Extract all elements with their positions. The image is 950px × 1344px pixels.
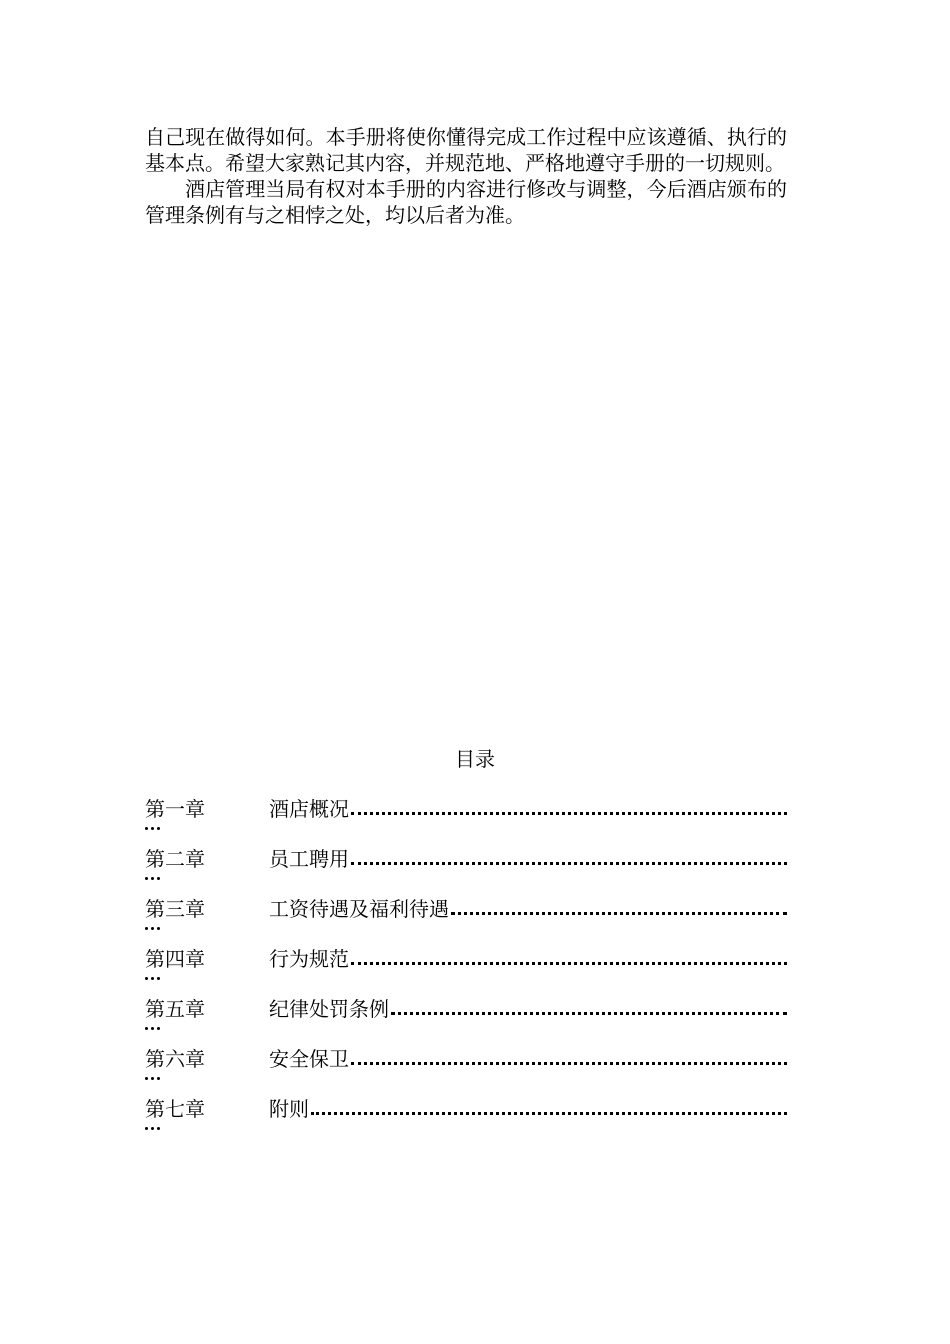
toc-leader-overflow — [145, 1073, 165, 1083]
intro-section — [145, 124, 787, 228]
toc-chapter-number: 第三章 — [145, 897, 205, 921]
toc-chapter-number: 第一章 — [145, 797, 205, 821]
toc-dot-leader — [351, 1062, 787, 1065]
toc-entry-line — [269, 996, 787, 1022]
toc-chapter-title: 安全保卫 — [269, 1047, 349, 1071]
toc-chapter-number: 第六章 — [145, 1047, 205, 1071]
toc-dot-leader — [391, 1012, 787, 1015]
toc-leader-overflow — [145, 1123, 165, 1133]
toc-dot-leader — [351, 812, 787, 815]
toc-entry[interactable] — [145, 796, 787, 846]
intro-paragraph: 酒店管理当局有权对本手册的内容进行修改与调整，今后酒店颁布的管理条例有与之相悖之处，均以后者为准。 — [145, 177, 787, 227]
toc-chapter-number: 第七章 — [145, 1097, 205, 1121]
toc-entry-line — [269, 1096, 787, 1122]
toc-chapter-number: 第四章 — [145, 947, 205, 971]
toc-chapter-title: 行为规范 — [269, 947, 349, 971]
toc-dot-leader — [351, 962, 787, 965]
toc-chapter-number: 第二章 — [145, 847, 205, 871]
toc-entry-line — [269, 946, 787, 972]
toc-chapter-title: 酒店概况 — [269, 797, 349, 821]
toc-entry[interactable] — [145, 946, 787, 996]
toc-entry[interactable] — [145, 846, 787, 896]
toc-title: 目录 — [455, 747, 495, 771]
toc-chapter-title: 附则 — [269, 1097, 309, 1121]
toc-leader-overflow — [145, 923, 165, 933]
toc-chapter-title: 纪律处罚条例 — [269, 997, 389, 1021]
toc-leader-overflow — [145, 873, 165, 883]
toc-leader-overflow — [145, 823, 165, 833]
toc-entry[interactable] — [145, 996, 787, 1046]
toc-entry[interactable] — [145, 1096, 787, 1146]
toc-entry-line — [269, 896, 787, 922]
toc-leader-overflow — [145, 973, 165, 983]
toc-chapter-number: 第五章 — [145, 997, 205, 1021]
toc-entry-line — [269, 1046, 787, 1072]
toc-dot-leader — [351, 862, 787, 865]
toc-entry-line — [269, 796, 787, 822]
table-of-contents — [145, 796, 787, 1146]
toc-leader-overflow — [145, 1023, 165, 1033]
toc-entry[interactable] — [145, 896, 787, 946]
toc-entry-line — [269, 846, 787, 872]
toc-chapter-title: 工资待遇及福利待遇 — [269, 897, 449, 921]
toc-dot-leader — [451, 912, 787, 915]
toc-chapter-title: 员工聘用 — [269, 847, 349, 871]
toc-dot-leader — [311, 1112, 787, 1115]
toc-entry[interactable] — [145, 1046, 787, 1096]
intro-paragraph: 自己现在做得如何。本手册将使你懂得完成工作过程中应该遵循、执行的基本点。希望大家熟记其内容，并规范地、严格地遵守手册的一切规则。 — [145, 125, 787, 175]
